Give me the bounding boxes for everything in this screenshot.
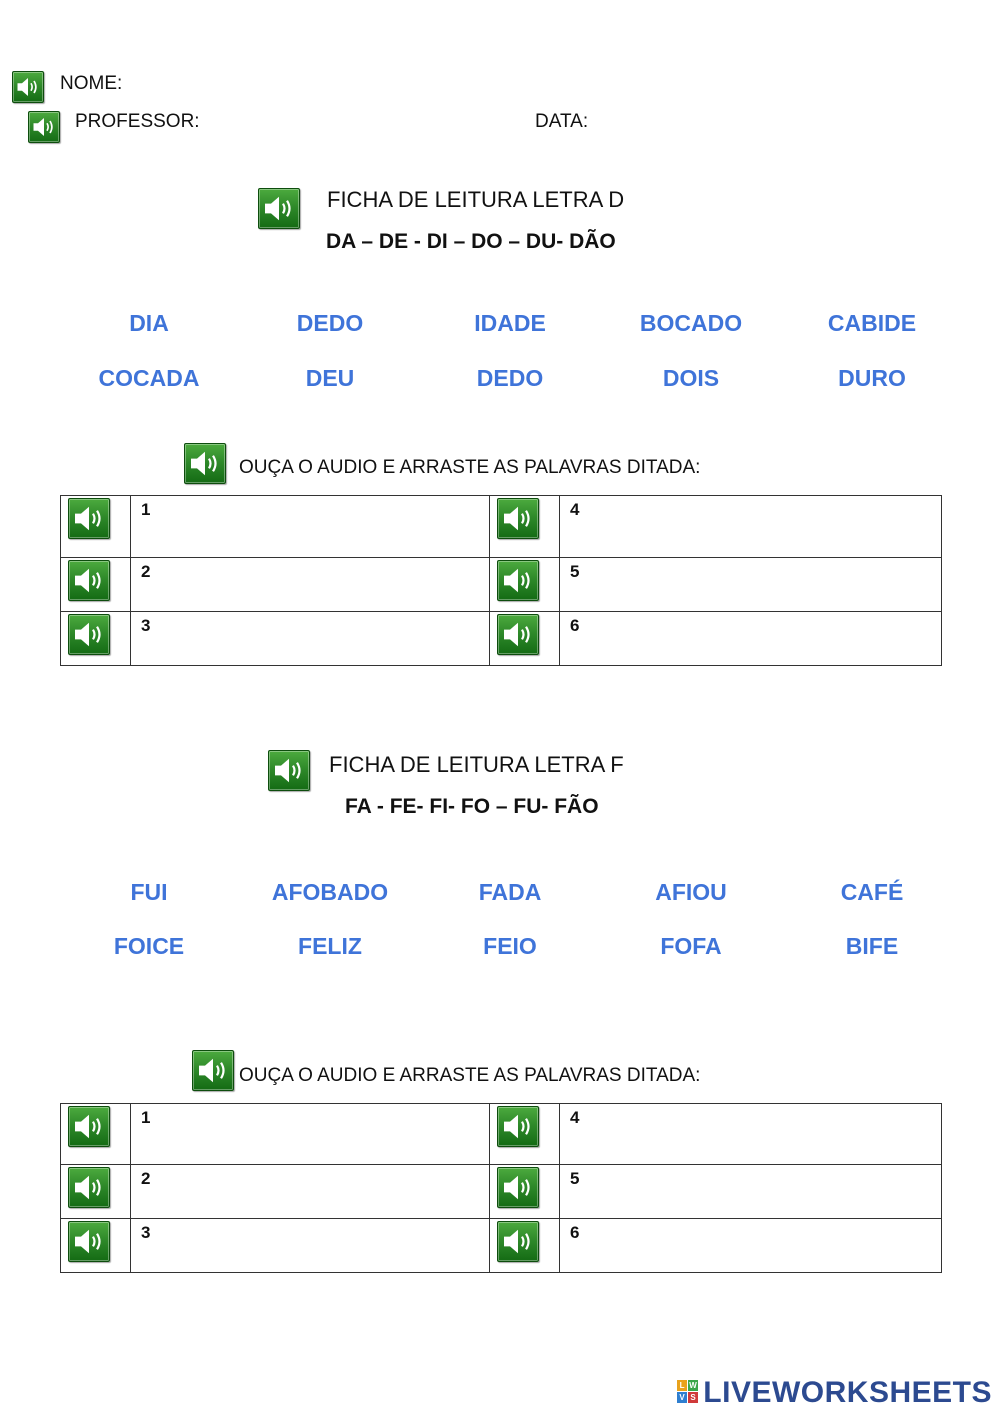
drop-zone[interactable]: [161, 616, 483, 661]
speaker-glyph: [498, 499, 538, 538]
syllables-line: FA - FE- FI- FO – FU- FÃO: [345, 795, 599, 818]
word-chip[interactable]: FADA: [478, 879, 542, 905]
drop-zone[interactable]: [590, 500, 935, 553]
speaker-glyph: [185, 444, 225, 483]
drop-zone[interactable]: [590, 562, 935, 607]
word-chip[interactable]: BOCADO: [639, 310, 743, 336]
word-chip[interactable]: CABIDE: [827, 310, 917, 336]
speaker-icon[interactable]: [497, 498, 539, 539]
word-chip[interactable]: DURO: [838, 365, 906, 391]
drop-zone[interactable]: [590, 1169, 935, 1214]
speaker-glyph: [69, 1168, 109, 1207]
speaker-glyph: [269, 751, 309, 790]
section-title: FICHA DE LEITURA LETRA F: [329, 752, 624, 777]
drop-zone[interactable]: [161, 562, 483, 607]
nome-label: NOME:: [60, 73, 123, 94]
instruction-text: OUÇA O AUDIO E ARRASTE AS PALAVRAS DITADA:: [239, 457, 701, 478]
speaker-glyph: [498, 1222, 538, 1261]
dictation-grid: [60, 495, 942, 666]
speaker-glyph: [69, 499, 109, 538]
drop-zone[interactable]: [161, 1223, 483, 1268]
word-chip[interactable]: FOICE: [113, 933, 185, 959]
speaker-icon[interactable]: [497, 1221, 539, 1262]
word-chip[interactable]: BIFE: [845, 933, 899, 959]
word-chip[interactable]: AFOBADO: [271, 879, 389, 905]
liveworksheets-logo: [677, 1376, 992, 1410]
slot-number: 4: [570, 1108, 580, 1127]
speaker-icon[interactable]: [268, 750, 310, 791]
word-chip[interactable]: COCADA: [98, 365, 200, 391]
word-chip[interactable]: FEIO: [483, 933, 537, 959]
speaker-icon[interactable]: [184, 443, 226, 484]
speaker-glyph: [498, 1168, 538, 1207]
slot-number: 6: [570, 1223, 580, 1242]
speaker-glyph: [29, 112, 59, 142]
speaker-icon[interactable]: [12, 71, 44, 103]
speaker-icon[interactable]: [497, 1167, 539, 1208]
speaker-glyph: [69, 1107, 109, 1146]
word-chip[interactable]: DEU: [305, 365, 355, 391]
speaker-glyph: [498, 1107, 538, 1146]
word-chip[interactable]: FOFA: [660, 933, 722, 959]
logo-mark-icon: [677, 1380, 699, 1404]
slot-number: 3: [141, 616, 151, 635]
word-chip[interactable]: FUI: [130, 879, 168, 905]
word-chip[interactable]: DOIS: [662, 365, 720, 391]
speaker-icon[interactable]: [192, 1050, 234, 1091]
slot-number: 5: [570, 1169, 580, 1188]
drop-zone[interactable]: [590, 1108, 935, 1160]
speaker-icon[interactable]: [28, 111, 60, 143]
word-chip[interactable]: DEDO: [476, 365, 544, 391]
speaker-icon[interactable]: [497, 614, 539, 655]
slot-number: 1: [141, 1108, 151, 1127]
logo-mark-letter: L: [677, 1380, 687, 1391]
speaker-glyph: [69, 1222, 109, 1261]
dictation-grid: [60, 1103, 942, 1273]
slot-number: 6: [570, 616, 580, 635]
speaker-icon[interactable]: [68, 614, 110, 655]
speaker-glyph: [259, 189, 299, 228]
word-chip[interactable]: CAFÉ: [840, 879, 904, 905]
drop-zone[interactable]: [590, 1223, 935, 1268]
speaker-glyph: [193, 1051, 233, 1090]
speaker-icon[interactable]: [497, 1106, 539, 1147]
slot-number: 2: [141, 562, 151, 581]
speaker-glyph: [69, 615, 109, 654]
speaker-glyph: [498, 615, 538, 654]
logo-mark-letter: W: [689, 1381, 698, 1390]
speaker-glyph: [13, 72, 43, 102]
word-chip[interactable]: AFIOU: [655, 879, 727, 905]
speaker-glyph: [498, 561, 538, 600]
logo-mark-letter: V: [677, 1392, 687, 1403]
word-chip[interactable]: IDADE: [474, 310, 546, 336]
data-label: DATA:: [535, 111, 589, 132]
drop-zone[interactable]: [161, 1169, 483, 1214]
word-chip[interactable]: DEDO: [296, 310, 364, 336]
speaker-icon[interactable]: [258, 188, 300, 229]
slot-number: 2: [141, 1169, 151, 1188]
drop-zone[interactable]: [161, 1108, 483, 1160]
slot-number: 3: [141, 1223, 151, 1242]
drop-zone[interactable]: [161, 500, 483, 553]
speaker-icon[interactable]: [68, 560, 110, 601]
word-chip[interactable]: FELIZ: [298, 933, 362, 959]
slot-number: 1: [141, 500, 151, 519]
speaker-icon[interactable]: [68, 498, 110, 539]
syllables-line: DA – DE - DI – DO – DU- DÃO: [326, 230, 616, 253]
section-title: FICHA DE LEITURA LETRA D: [327, 187, 625, 212]
logo-mark-letter: S: [688, 1392, 698, 1403]
slot-number: 4: [570, 500, 580, 519]
speaker-icon[interactable]: [68, 1106, 110, 1147]
speaker-glyph: [69, 561, 109, 600]
logo-text: LIVEWORKSHEETS: [703, 1376, 992, 1409]
slot-number: 5: [570, 562, 580, 581]
word-chip[interactable]: DIA: [129, 310, 169, 336]
speaker-icon[interactable]: [497, 560, 539, 601]
professor-label: PROFESSOR:: [75, 111, 200, 132]
speaker-icon[interactable]: [68, 1167, 110, 1208]
instruction-text: OUÇA O AUDIO E ARRASTE AS PALAVRAS DITADA:: [239, 1065, 701, 1086]
speaker-icon[interactable]: [68, 1221, 110, 1262]
drop-zone[interactable]: [590, 616, 935, 661]
